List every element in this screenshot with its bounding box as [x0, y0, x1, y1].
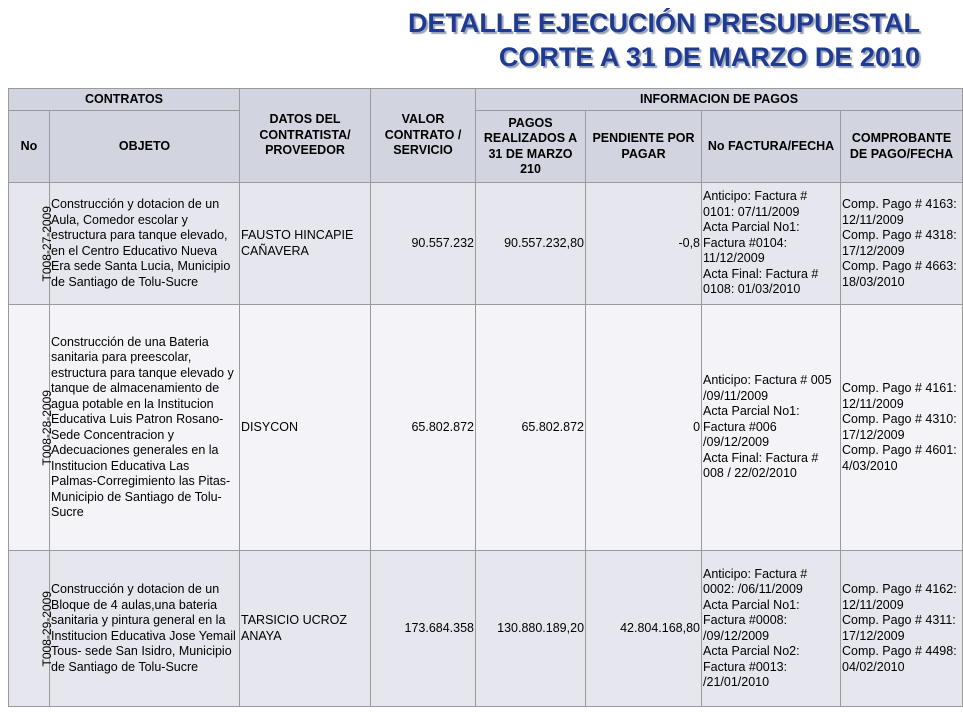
- payments-made: 90.557.232,80: [476, 183, 586, 305]
- header-no: No: [9, 111, 50, 183]
- voucher-item: Comp. Pago # 4311: 17/12/2009: [842, 613, 956, 643]
- header-pagos-realizados: PAGOS REALIZADOS A 31 DE MARZO 210: [476, 111, 586, 183]
- table-row: [9, 183, 963, 305]
- contract-number-cell: [9, 305, 54, 551]
- page-subtitle: CORTE A 31 DE MARZO DE 2010: [498, 42, 920, 72]
- invoice-item: Anticipo: Factura # 005 /09/11/2009: [703, 373, 832, 403]
- header-valor-contrato: VALOR CONTRATO / SERVICIO: [371, 89, 476, 183]
- voucher-item: Comp. Pago # 4162: 12/11/2009: [842, 582, 957, 612]
- payment-voucher-list: [841, 305, 963, 551]
- invoice-item: Acta Final: Factura # 008 / 22/02/2010: [703, 450, 819, 481]
- header-datos-contratista: DATOS DEL CONTRATISTA/ PROVEEDOR: [240, 89, 371, 183]
- invoice-item: Anticipo: Factura # 0101: 07/11/2009: [703, 189, 808, 219]
- budget-execution-table: [8, 88, 963, 707]
- header-no-factura: No FACTURA/FECHA: [702, 111, 841, 183]
- pending-payment: 42.804.168,80: [586, 551, 702, 707]
- contract-number-cell: [9, 183, 54, 305]
- header-objeto: OBJETO: [50, 111, 240, 183]
- payment-voucher-list: [841, 551, 963, 707]
- invoice-list: [702, 551, 841, 707]
- contractor-name: DISYCON: [240, 305, 371, 551]
- header-comprobante: COMPROBANTE DE PAGO/FECHA: [841, 111, 963, 183]
- contract-value: 90.557.232: [371, 183, 476, 305]
- contract-object: Construcción y dotacion de un Bloque de 4 aulas,una bateria sanitaria y pintura general en la Institucion Educativa Jose Yemail Tous- sede San Isidro, Municipio de Santiago de Tolu-Sucre: [50, 551, 240, 707]
- contract-value: 65.802.872: [371, 305, 476, 551]
- contractor-name: TARSICIO UCROZ ANAYA: [240, 551, 371, 707]
- contract-object: Construcción de una Bateria sanitaria para preescolar, estructura para tanque elevado y tanque de almacenamiento de agua potable en la Institucion Educativa Luis Patron Rosano- Sede Concentracion y Adecuaciones generales en la Institucion Educativa Las Palmas-Corregimiento las Pitas- Municipio de Santiago de Tolu-Sucre: [50, 305, 240, 551]
- contract-object: Construcción y dotacion de un Aula, Comedor escolar y estructura para tanque elevado, en el Centro Educativo Nueva Era sede Santa Lucia, Municipio de Santiago de Tolu-Sucre: [50, 183, 240, 305]
- invoice-list: [702, 305, 841, 551]
- table-row: [9, 551, 963, 707]
- page-title: DETALLE EJECUCIÓN PRESUPUESTAL: [407, 8, 920, 38]
- table-row: [9, 305, 963, 551]
- pending-payment: 0: [586, 305, 702, 551]
- payments-made: 130.880.189,20: [476, 551, 586, 707]
- invoice-item: Anticipo: Factura # 0002: /06/11/2009: [703, 566, 808, 596]
- voucher-item: Comp. Pago # 4318: 17/12/2009: [842, 228, 957, 258]
- voucher-item: Comp. Pago # 4161: 12/11/2009: [842, 381, 957, 411]
- voucher-item: Comp. Pago # 4498: 04/02/2010: [842, 644, 957, 674]
- contract-value: 173.684.358: [371, 551, 476, 707]
- header-pendiente: PENDIENTE POR PAGAR: [586, 111, 702, 183]
- invoice-item: Acta Parcial No1: Factura #0104: 11/12/2009: [703, 220, 800, 266]
- contract-number-cell: [9, 551, 54, 707]
- contract-number: T008-29-2009: [39, 590, 54, 667]
- invoice-item: Acta Parcial No1: Factura #0008: /09/12/2009: [703, 597, 800, 643]
- contract-number: T008-28-2009: [39, 389, 54, 466]
- payments-made: 65.802.872: [476, 305, 586, 551]
- voucher-item: Comp. Pago # 4310: 17/12/2009: [842, 412, 957, 442]
- voucher-item: Comp. Pago # 4601: 4/03/2010: [842, 443, 957, 473]
- header-contratos: CONTRATOS: [9, 89, 240, 111]
- invoice-list: [702, 183, 841, 305]
- invoice-item: Acta Parcial No2: Factura #0013: /21/01/2010: [703, 644, 800, 689]
- voucher-item: Comp. Pago # 4663: 18/03/2010: [842, 259, 957, 289]
- contractor-name: FAUSTO HINCAPIE CAÑAVERA: [240, 183, 371, 305]
- pending-payment: -0,8: [586, 183, 702, 305]
- invoice-item: Acta Parcial No1: Factura #006 /09/12/2009: [703, 404, 800, 450]
- invoice-item: Acta Final: Factura # 0108: 01/03/2010: [703, 266, 819, 297]
- header-informacion-pagos: INFORMACION DE PAGOS: [476, 89, 963, 111]
- payment-voucher-list: [841, 183, 963, 305]
- voucher-item: Comp. Pago # 4163: 12/11/2009: [842, 197, 957, 227]
- contract-number: T008-27-2009: [39, 205, 54, 282]
